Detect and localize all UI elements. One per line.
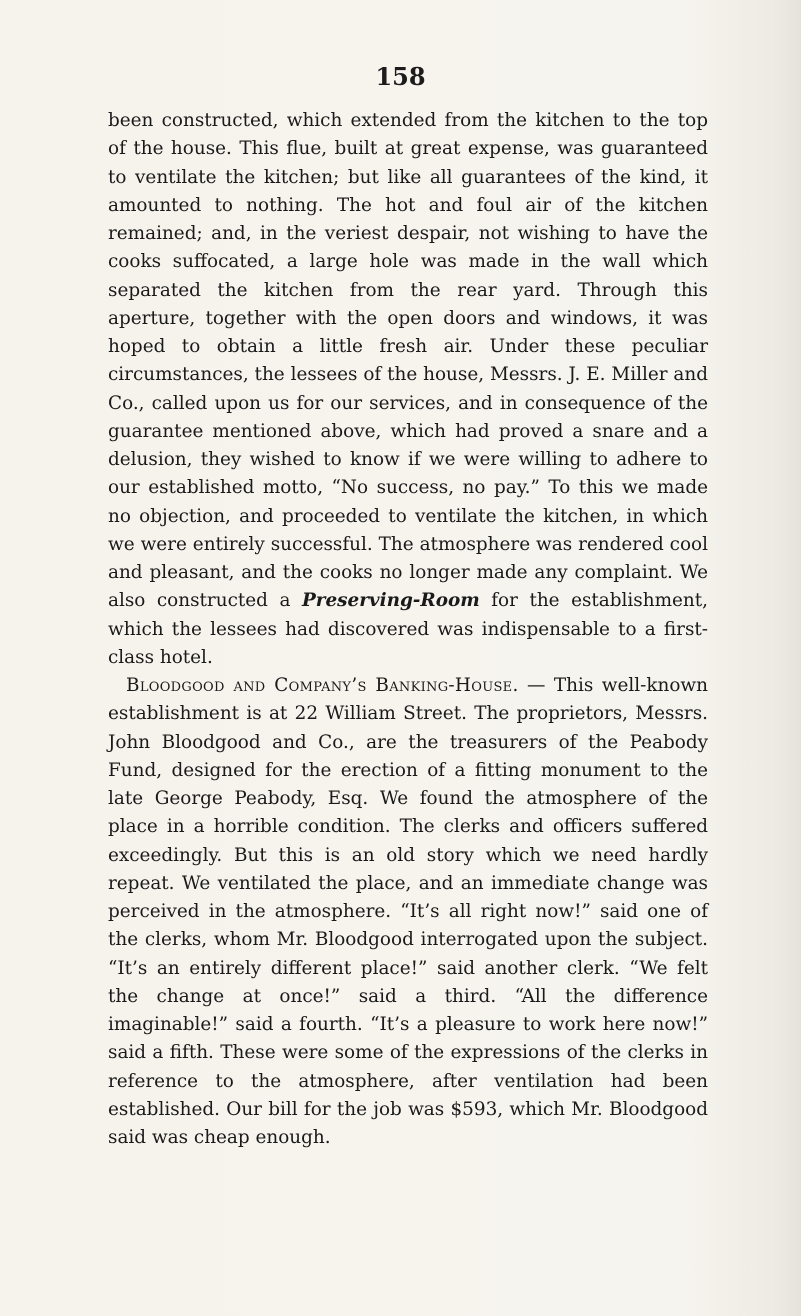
italic-term-preserving-room: Preserving-Room bbox=[301, 590, 480, 612]
paragraph-text-part1: been constructed, which extended from the kitchen to the top of the house. This flue, built at great expense, was guaranteed to ventilate the kitchen; but like all guarantees of the kind, it amounted to nothing. The hot and foul air of the kitchen remained; and, in the veriest despair, not wishing to have the cooks suffocated, a large hole was made in the wall which separated the kitchen from the rear yard. Through this aperture, together with the open doors and windows, it was hoped to obtain a little fresh air. Under these peculiar circumstances, the lessees of the house, Messrs. J. E. Miller and Co., called upon us for our services, and in consequence of the guarantee mentioned above, which had proved a snare and a delusion, they wished to know if we were willing to adhere to our established motto, “No success, no pay.” To this we made no objection, and proceeded to ventilate the kitchen, in which we were entirely successful. The atmosphere was rendered cool and pleasant, and the cooks no longer made any complaint. We also constructed a bbox=[108, 110, 708, 612]
page-number: 158 bbox=[375, 62, 426, 91]
body-text bbox=[108, 107, 708, 1152]
paragraph-kitchen-ventilation bbox=[108, 107, 708, 672]
paragraph-bloodgood bbox=[108, 672, 708, 1152]
section-heading-bloodgood: Bloodgood and Company’s Banking-House. bbox=[126, 675, 519, 696]
paragraph-text-part2: for the establishment, which the lessees had discovered was indispensable to a first-class hotel. bbox=[108, 590, 708, 668]
paragraph-text-bloodgood: — This well-known establishment is at 22 William Street. The proprietors, Messrs. John Bloodgood and Co., are the treasurers of the Peabody Fund, designed for the erection of a fitting monument to the late George Peabody, Esq. We found the atmosphere of the place in a horrible condition. The clerks and officers suffered exceedingly. But this is an old story which we need hardly repeat. We ventilated the place, and an immediate change was perceived in the atmosphere. “It’s all right now!” said one of the clerks, whom Mr. Bloodgood interrogated upon the subject. “It’s an entirely different place!” said another clerk. “We felt the change at once!” said a third. “All the difference imaginable!” said a fourth. “It’s a pleasure to work here now!” said a fifth. These were some of the expressions of the clerks in reference to the atmosphere, after ventilation had been established. Our bill for the job was $593, which Mr. Bloodgood said was cheap enough. bbox=[108, 675, 708, 1148]
